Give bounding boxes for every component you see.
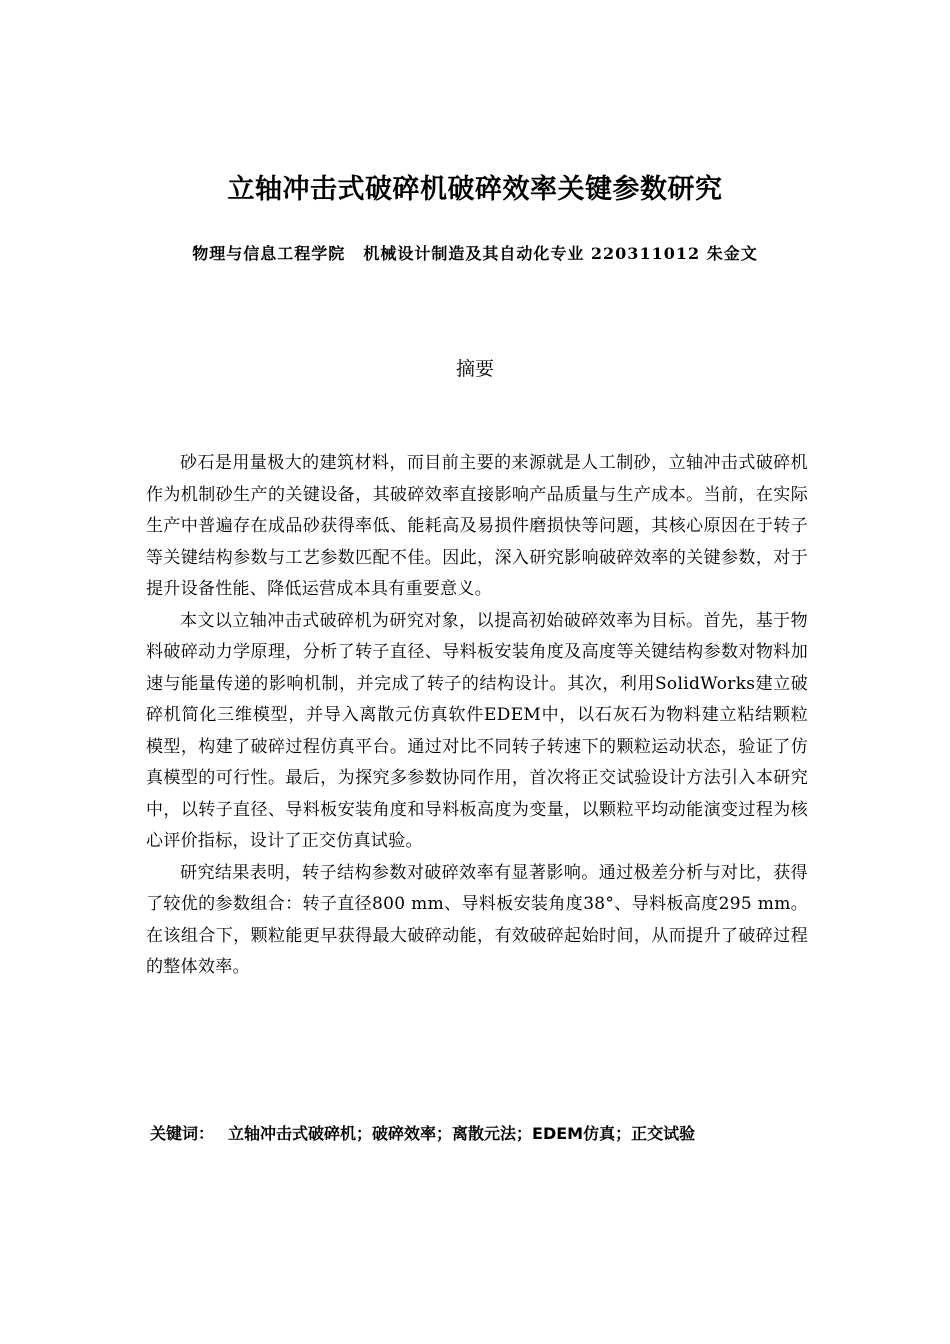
abstract-body (146, 448, 808, 984)
author-student-id: 220311012 (590, 244, 701, 263)
abstract-paragraph-2: 本文以立轴冲击式破碎机为研究对象，以提高初始破碎效率为目标。首先，基于物料破碎动力学原理，分析了转子直径、导料板安装角度及高度等关键结构参数对物料加速与能量传递的影响机制，并完成了转子的结构设计。其次，利用SolidWorks建立破碎机简化三维模型，并导入离散元仿真软件EDEM中，以石灰石为物料建立粘结颗粒模型，构建了破碎过程仿真平台。通过对比不同转子转速下的颗粒运动状态，验证了仿真模型的可行性。最后，为探究多参数协同作用，首次将正交试验设计方法引入本研究中，以转子直径、导料板安装角度和导料板高度为变量，以颗粒平均动能演变过程为核心评价指标，设计了正交仿真试验。 (146, 610, 808, 851)
author-name: 朱金文 (706, 244, 758, 263)
author-school: 物理与信息工程学院 (192, 244, 346, 263)
abstract-paragraph-3: 研究结果表明，转子结构参数对破碎效率有显著影响。通过极差分析与对比，获得了较优的参数组合：转子直径800 mm、导料板安装角度38°、导料板高度295 mm。在该组合下，颗粒能更早获得最大破碎动能，有效破碎起始时间，从而提升了破碎过程的整体效率。 (146, 862, 808, 977)
abstract-paragraph-1: 砂石是用量极大的建筑材料，而目前主要的来源就是人工制砂，立轴冲击式破碎机作为机制砂生产的关键设备，其破碎效率直接影响产品质量与生产成本。当前，在实际生产中普遍存在成品砂获得率低、能耗高及易损件磨损快等问题，其核心原因在于转子等关键结构参数与工艺参数匹配不佳。因此，深入研究影响破碎效率的关键参数，对于提升设备性能、降低运营成本具有重要意义。 (146, 453, 808, 599)
paper-title: 立轴冲击式破碎机破碎效率关键参数研究 (227, 174, 723, 205)
author-line (0, 242, 950, 266)
author-major: 机械设计制造及其自动化专业 (363, 244, 585, 263)
keywords-label: 关键词： (150, 1124, 215, 1143)
keywords-text: 立轴冲击式破碎机；破碎效率；离散元法；EDEM仿真；正交试验 (228, 1124, 696, 1143)
keywords-line (150, 1120, 850, 1148)
abstract-heading: 摘要 (455, 358, 494, 380)
